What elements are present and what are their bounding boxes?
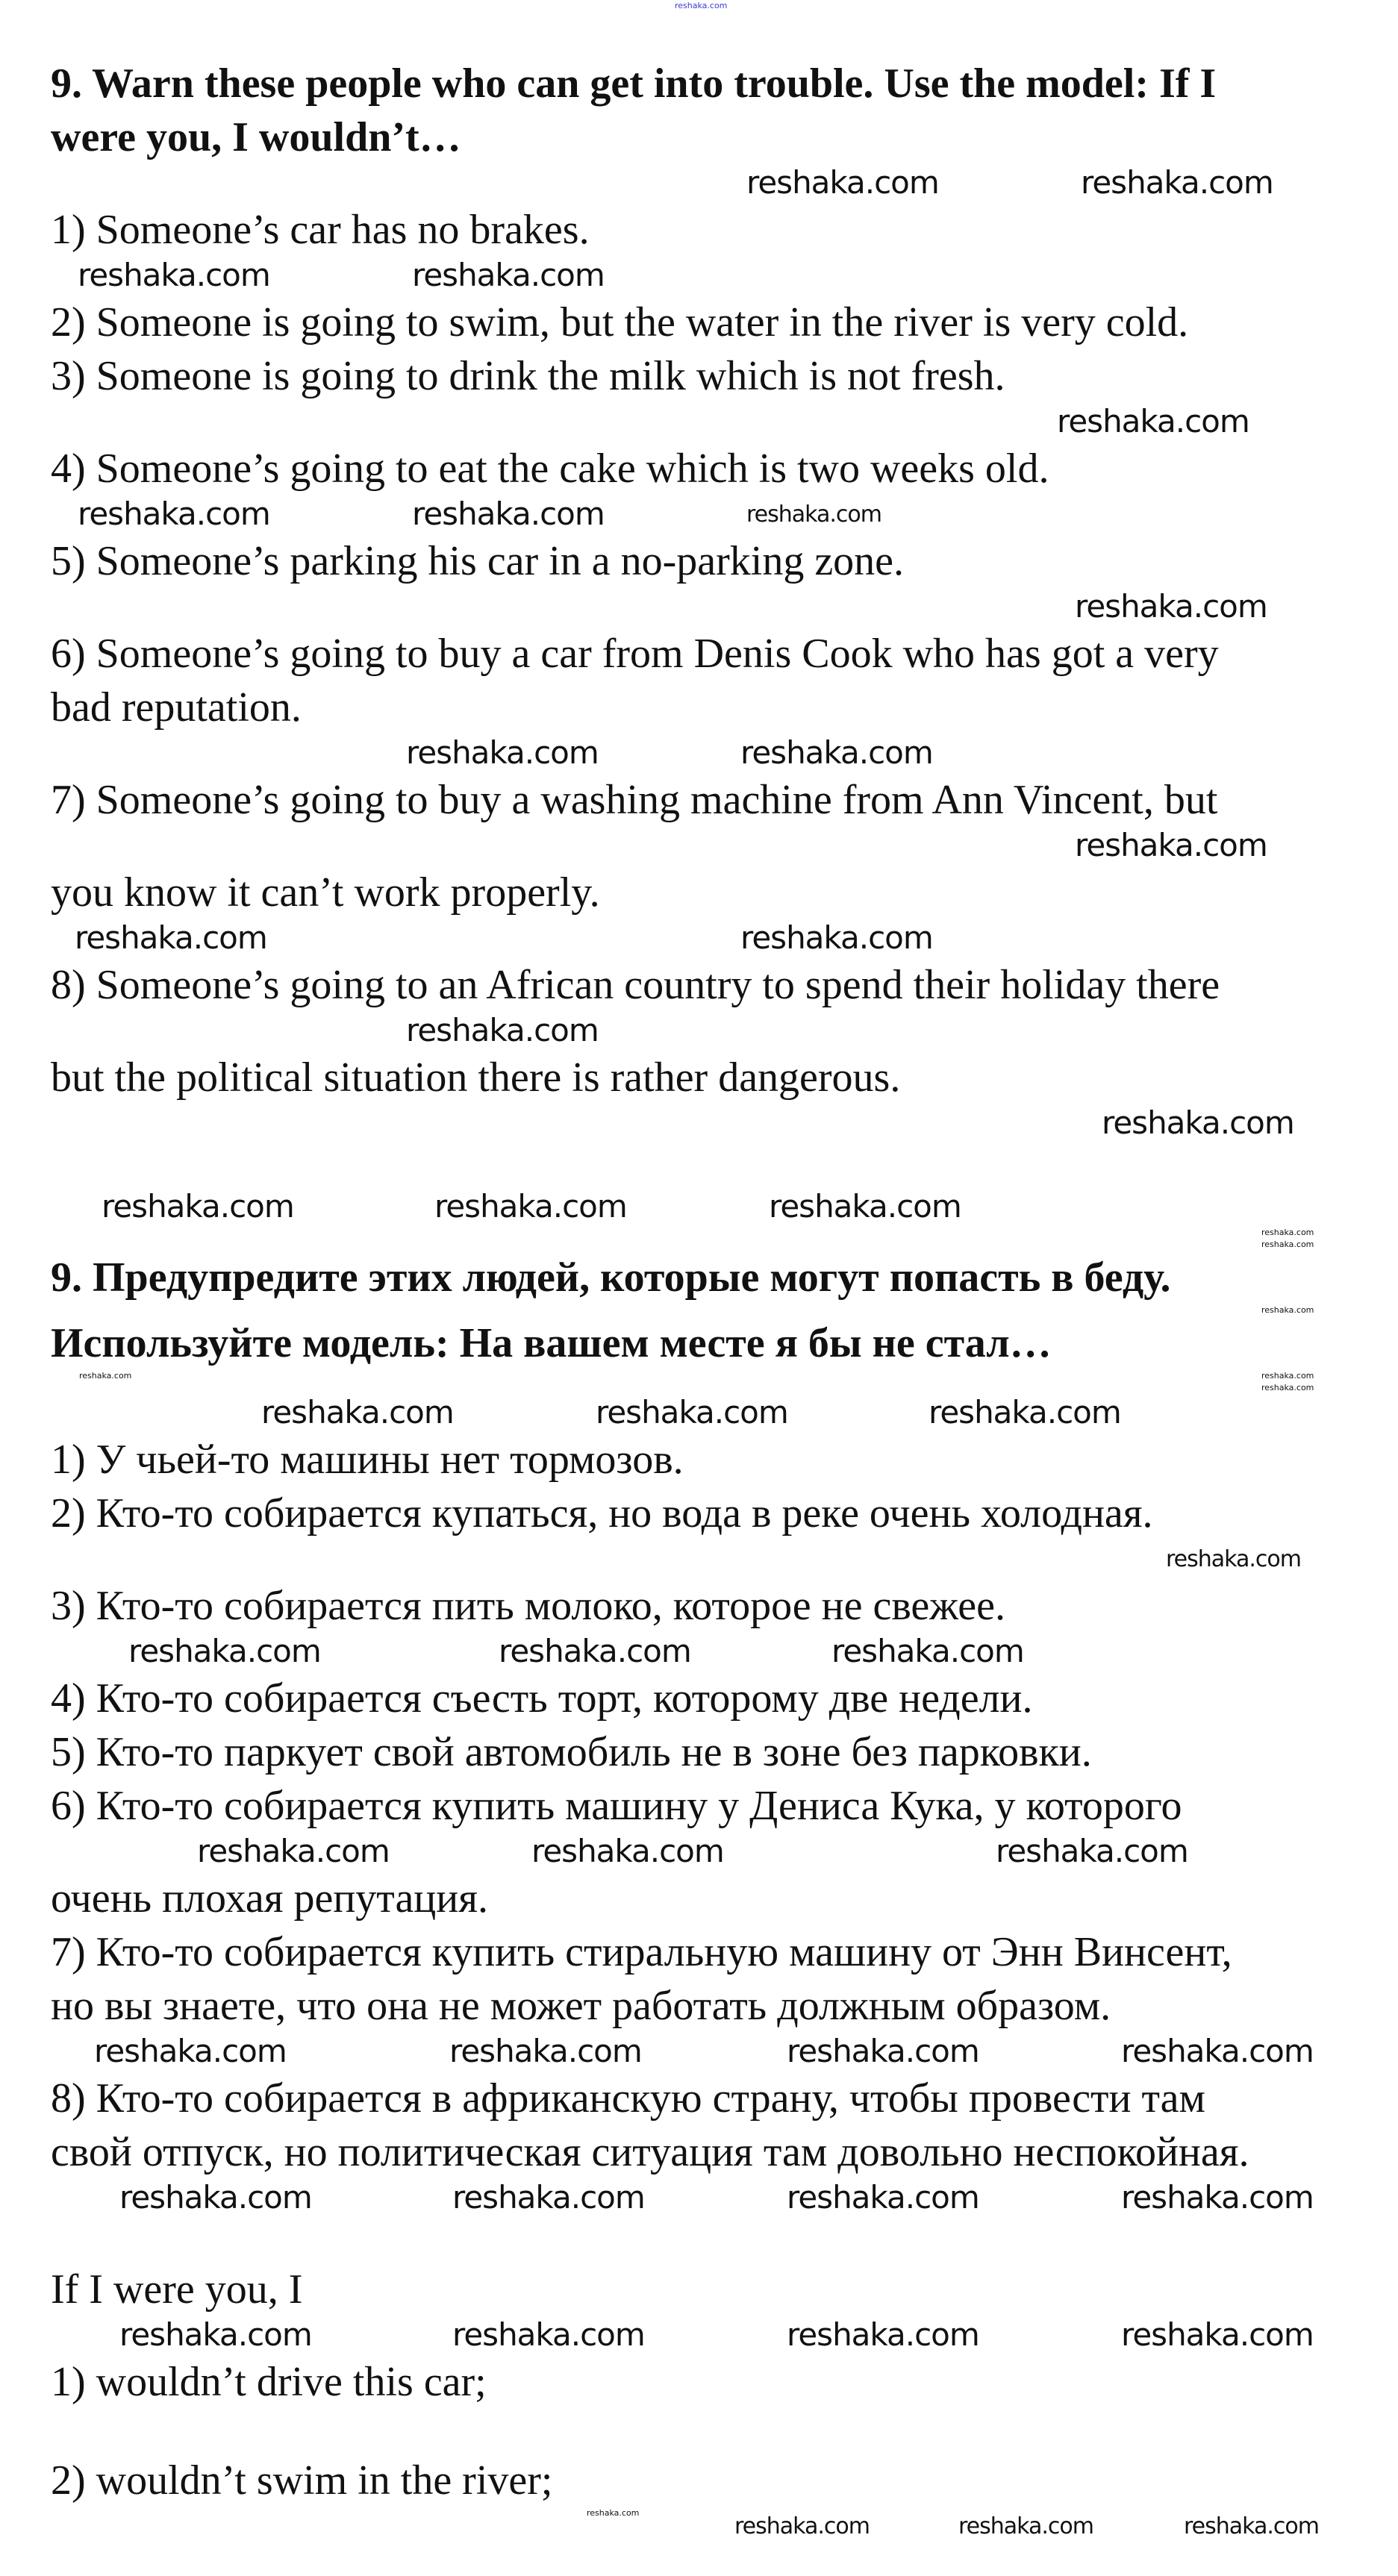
watermark: reshaka.com — [740, 734, 933, 771]
watermark-row — [0, 257, 1398, 296]
watermark: reshaka.com — [434, 1188, 627, 1225]
watermark-row — [0, 827, 1398, 866]
watermark: reshaka.com — [94, 2033, 287, 2069]
watermark-row — [0, 0, 1398, 12]
watermark: reshaka.com — [406, 1012, 599, 1048]
list-item: 8) Someone’s going to an African country to spend their holiday there — [51, 962, 1220, 1008]
list-item: 2) Кто-то собирается купаться, но вода в реке очень холодная. — [51, 1490, 1153, 1536]
answer-section — [0, 2263, 1398, 2546]
watermark-row — [0, 1833, 1398, 1872]
watermark-row — [0, 1540, 1398, 1579]
watermark: reshaka.com — [79, 1371, 132, 1381]
watermark: reshaka.com — [102, 1188, 294, 1225]
watermark-row — [0, 2033, 1398, 2072]
watermark: reshaka.com — [78, 495, 270, 532]
watermark: reshaka.com — [499, 1633, 691, 1669]
watermark: reshaka.com — [1121, 2179, 1314, 2216]
spacer — [0, 1143, 1398, 1188]
list-item: 6) Someone’s going to buy a car from Denis Cook who has got a very — [51, 631, 1219, 677]
watermark: reshaka.com — [119, 2179, 312, 2216]
watermark-row — [0, 2507, 1398, 2546]
list-item: but the political situation there is rather dangerous. — [51, 1054, 901, 1101]
watermark: reshaka.com — [197, 1833, 390, 1869]
russian-exercise — [0, 1227, 1398, 2218]
list-item: 1) У чьей-то машины нет тормозов. — [51, 1437, 684, 1483]
watermark: reshaka.com — [1081, 164, 1273, 201]
watermark-row — [0, 2316, 1398, 2355]
watermark-row — [0, 164, 1398, 203]
exercise-heading: 9. Предупредите этих людей, которые могут попасть в беду. — [51, 1254, 1171, 1301]
watermark: reshaka.com — [746, 501, 881, 528]
watermark-row — [0, 1633, 1398, 1672]
watermark: reshaka.com — [587, 2508, 640, 2518]
watermark: reshaka.com — [75, 919, 267, 956]
watermark: reshaka.com — [831, 1633, 1024, 1669]
list-item: очень плохая репутация. — [51, 1875, 489, 1922]
list-item: 3) Someone is going to drink the milk which is not fresh. — [51, 353, 1005, 399]
answer-intro: If I were you, I — [51, 2266, 303, 2313]
watermark: reshaka.com — [675, 1, 728, 10]
list-item: 5) Someone’s parking his car in a no-parking zone. — [51, 538, 905, 584]
list-item: 7) Someone’s going to buy a washing machine from Ann Vincent, but — [51, 777, 1218, 823]
english-exercise — [0, 57, 1398, 1143]
watermark: reshaka.com — [769, 1188, 961, 1225]
watermark-row — [0, 734, 1398, 773]
watermark: reshaka.com — [452, 2179, 645, 2216]
watermark: reshaka.com — [78, 257, 270, 293]
watermark: reshaka.com — [746, 164, 939, 201]
watermark: reshaka.com — [1075, 588, 1267, 625]
watermark: reshaka.com — [1261, 1371, 1314, 1381]
answer-item: 2) wouldn’t swim in the river; — [51, 2457, 553, 2504]
watermark: reshaka.com — [119, 2316, 312, 2353]
watermark: reshaka.com — [261, 1394, 454, 1431]
watermark-row — [0, 1304, 1398, 1316]
list-item: 2) Someone is going to swim, but the water in the river is very cold. — [51, 299, 1189, 346]
watermark: reshaka.com — [412, 257, 605, 293]
watermark: reshaka.com — [128, 1633, 321, 1669]
list-item: 3) Кто-то собирается пить молоко, которое не свежее. — [51, 1583, 1005, 1629]
watermark: reshaka.com — [958, 2513, 1093, 2539]
watermark: reshaka.com — [929, 1394, 1121, 1431]
list-item: 4) Someone’s going to eat the cake which is two weeks old. — [51, 446, 1049, 492]
watermark: reshaka.com — [1261, 1383, 1314, 1392]
exercise-heading: were you, I wouldn’t… — [51, 114, 461, 160]
watermark: reshaka.com — [412, 495, 605, 532]
watermark: reshaka.com — [406, 734, 599, 771]
watermark: reshaka.com — [734, 2513, 870, 2539]
watermark: reshaka.com — [1166, 1546, 1301, 1572]
exercise-heading: 9. Warn these people who can get into trouble. Use the model: If I — [51, 60, 1217, 107]
list-item: 7) Кто-то собирается купить стиральную машину от Энн Винсент, — [51, 1929, 1232, 1975]
watermark: reshaka.com — [1184, 2513, 1319, 2539]
watermark: reshaka.com — [787, 2033, 979, 2069]
spacer — [0, 2218, 1398, 2263]
spacer — [0, 2409, 1398, 2454]
list-item: но вы знаете, что она не может работать должным образом. — [51, 1983, 1111, 2029]
watermark: reshaka.com — [531, 1833, 724, 1869]
watermark: reshaka.com — [1075, 827, 1267, 863]
watermark-row — [0, 403, 1398, 442]
watermark: reshaka.com — [1261, 1305, 1314, 1315]
watermark: reshaka.com — [996, 1833, 1188, 1869]
watermark: reshaka.com — [1121, 2316, 1314, 2353]
list-item: bad reputation. — [51, 684, 302, 731]
watermark: reshaka.com — [452, 2316, 645, 2353]
list-item: 6) Кто-то собирается купить машину у Дениса Кука, у которого — [51, 1783, 1182, 1829]
list-item: 1) Someone’s car has no brakes. — [51, 207, 590, 253]
watermark-row — [0, 1394, 1398, 1433]
watermark-row — [0, 1012, 1398, 1051]
watermark: reshaka.com — [449, 2033, 642, 2069]
watermark: reshaka.com — [1121, 2033, 1314, 2069]
watermark: reshaka.com — [740, 919, 933, 956]
list-item: свой отпуск, но политическая ситуация там довольно неспокойная. — [51, 2129, 1249, 2175]
watermark-row — [0, 1239, 1398, 1251]
watermark: reshaka.com — [1102, 1104, 1294, 1141]
watermark: reshaka.com — [596, 1394, 788, 1431]
list-item: 4) Кто-то собирается съесть торт, которому две недели. — [51, 1675, 1033, 1722]
watermark: reshaka.com — [787, 2316, 979, 2353]
watermark: reshaka.com — [787, 2179, 979, 2216]
list-item: 5) Кто-то паркует свой автомобиль не в зоне без парковки. — [51, 1729, 1092, 1775]
watermark-row — [0, 495, 1398, 534]
list-item: you know it can’t work properly. — [51, 869, 600, 916]
watermark-row — [0, 1382, 1398, 1394]
answer-item: 1) wouldn’t drive this car; — [51, 2359, 487, 2405]
watermark: reshaka.com — [1057, 403, 1249, 440]
watermark-row — [0, 1188, 1398, 1227]
spacer — [0, 12, 1398, 57]
watermark-row — [0, 1104, 1398, 1143]
watermark-row — [0, 1227, 1398, 1239]
exercise-heading: Используйте модель: На вашем месте я бы не стал… — [51, 1320, 1052, 1366]
watermark-row — [0, 588, 1398, 627]
list-item: 8) Кто-то собирается в африканскую страну, чтобы провести там — [51, 2075, 1205, 2122]
watermark-row — [0, 1370, 1398, 1382]
watermark: reshaka.com — [1261, 1228, 1314, 1237]
watermark: reshaka.com — [1261, 1239, 1314, 1249]
watermark-row — [0, 919, 1398, 958]
watermark-row — [0, 2179, 1398, 2218]
